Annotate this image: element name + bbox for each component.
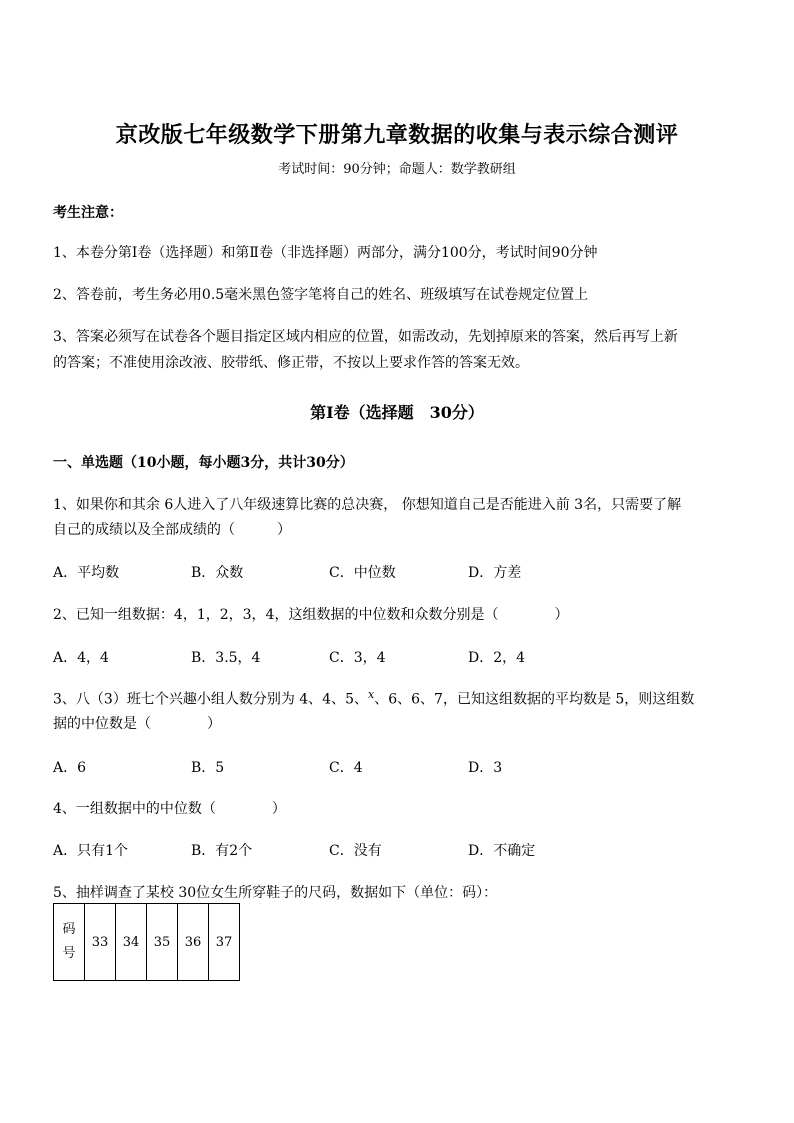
q1-option-c[interactable]: C．中位数: [329, 565, 396, 581]
table-row: [54, 904, 240, 981]
question-2-text: 2、已知一组数据：4，1，2，3，4，这组数据的中位数和众数分别是（ ）: [53, 607, 569, 623]
q3-variable: x: [368, 688, 375, 701]
page-title: 京改版七年级数学下册第九章数据的收集与表示综合测评: [115, 122, 679, 148]
notice-heading: 考生注意：: [53, 205, 123, 221]
notice-item-3: 3、答案必须写在试卷各个题目指定区域内相应的位置，如需改动，先划掉原来的答案，然后再写上新: [53, 329, 678, 345]
question-3-text-cont: 据的中位数是（ ）: [53, 716, 221, 732]
q3-option-a[interactable]: A．6: [53, 760, 87, 776]
notice-item-3-cont: 的答案；不准使用涂改液、胶带纸、修正带，不按以上要求作答的答案无效。: [53, 355, 529, 371]
size-cell-36: 36: [178, 904, 209, 981]
header-bottom-char: 号: [62, 946, 76, 961]
section-title: 第Ⅰ卷（选择题 30分）: [310, 403, 484, 422]
q4-option-a[interactable]: A．只有1个: [53, 843, 129, 859]
q2-option-b[interactable]: B．3.5，4: [191, 650, 261, 666]
q2-option-a[interactable]: A．4，4: [53, 650, 109, 666]
size-cell-35: 35: [147, 904, 178, 981]
size-cell-34: 34: [116, 904, 147, 981]
q1-option-b[interactable]: B．众数: [191, 565, 244, 581]
table-header-cell: [54, 904, 85, 981]
q3-option-d[interactable]: D．3: [468, 760, 503, 776]
question-1-text-cont: 自己的成绩以及全部成绩的（ ）: [53, 522, 291, 538]
q3-option-b[interactable]: B．5: [191, 760, 225, 776]
q3-option-c[interactable]: C．4: [329, 760, 363, 776]
notice-item-2: 2、答卷前，考生务必用0.5毫米黑色签字笔将自己的姓名、班级填写在试卷规定位置上: [53, 287, 589, 303]
q1-option-a[interactable]: A．平均数: [53, 565, 120, 581]
question-4-text: 4、一组数据中的中位数（ ）: [53, 801, 286, 817]
q4-option-d[interactable]: D．不确定: [468, 843, 536, 859]
part-heading: 一、单选题（10小题，每小题3分，共计30分）: [53, 455, 354, 471]
shoe-size-table: [53, 903, 240, 981]
q3-text-b: 、6、6、7，已知这组数据的平均数是 5，则这组数: [374, 691, 695, 708]
q3-text-a: 3、八（3）班七个兴趣小组人数分别为 4、4、5、: [53, 691, 368, 708]
header-top-char: 码: [62, 922, 76, 937]
q1-option-d[interactable]: D．方差: [468, 565, 522, 581]
exam-info: 考试时间：90分钟；命题人：数学教研组: [278, 162, 516, 177]
question-5-text: 5、抽样调查了某校 30位女生所穿鞋子的尺码，数据如下（单位：码）：: [53, 885, 498, 901]
question-1-text: 1、如果你和其余 6人进入了八年级速算比赛的总决赛， 你想知道自己是否能进入前 3名，只需要了解: [53, 497, 682, 513]
q2-option-d[interactable]: D．2，4: [468, 650, 526, 666]
question-3-text: [53, 688, 694, 709]
size-cell-33: 33: [85, 904, 116, 981]
q4-option-c[interactable]: C．没有: [329, 843, 382, 859]
q2-option-c[interactable]: C．3，4: [329, 650, 386, 666]
notice-item-1: 1、本卷分第Ⅰ卷（选择题）和第Ⅱ卷（非选择题）两部分，满分100分，考试时间90分钟: [53, 245, 598, 261]
size-cell-37: 37: [209, 904, 240, 981]
q4-option-b[interactable]: B．有2个: [191, 843, 253, 859]
